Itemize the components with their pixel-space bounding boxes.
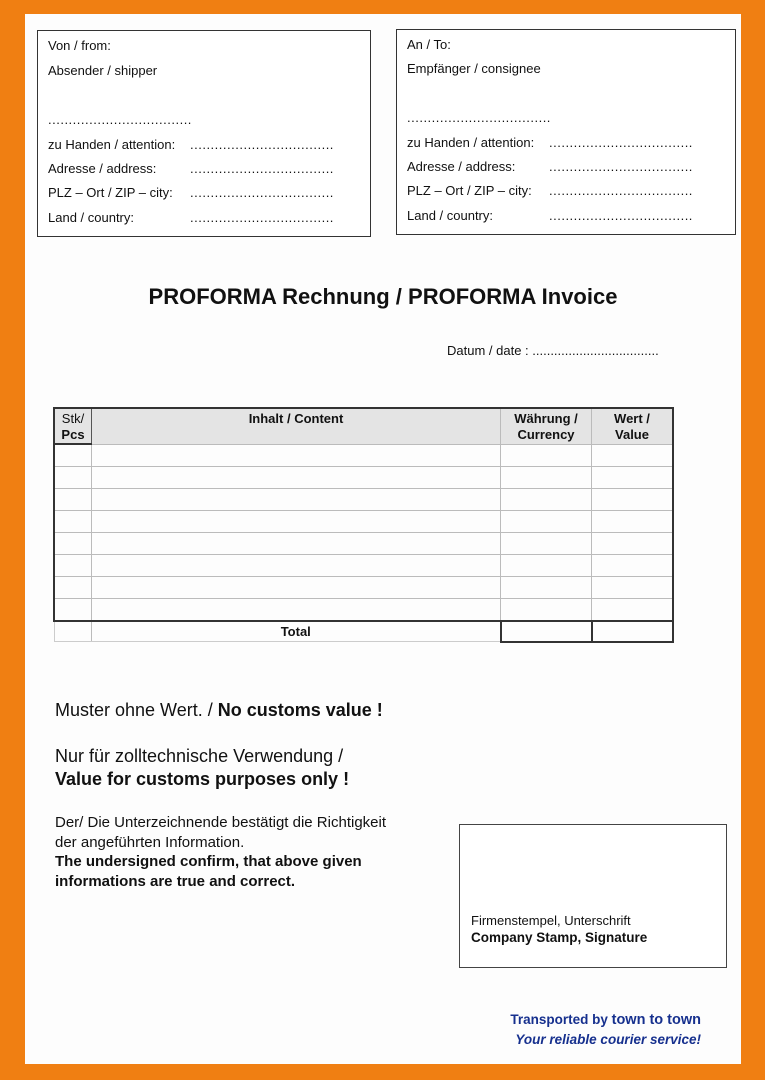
recipient-country-field[interactable]: ................................... <box>549 208 693 223</box>
confirm-de-line2: der angeführten Information. <box>55 834 245 851</box>
cell-currency[interactable] <box>501 444 592 467</box>
table-row <box>54 444 673 467</box>
recipient-attention-field[interactable]: ................................... <box>549 135 693 150</box>
table-row <box>54 533 673 555</box>
total-empty-cell <box>54 621 92 642</box>
table-row <box>54 489 673 511</box>
table-row <box>54 577 673 599</box>
cell-qty[interactable] <box>54 467 92 489</box>
sample-note <box>55 700 383 721</box>
sender-header: Von / from: <box>48 38 111 53</box>
col-header-currency-line1: Währung / <box>514 411 578 426</box>
recipient-attention-label: zu Handen / attention: <box>407 135 535 150</box>
recipient-city-label: PLZ – Ort / ZIP – city: <box>407 183 532 198</box>
table-row <box>54 511 673 533</box>
cell-qty[interactable] <box>54 577 92 599</box>
cell-qty[interactable] <box>54 489 92 511</box>
cell-currency[interactable] <box>501 489 592 511</box>
recipient-address-field[interactable]: ................................... <box>549 159 693 174</box>
col-header-value-line2: Value <box>615 427 649 442</box>
stamp-label-de: Firmenstempel, Unterschrift <box>471 913 631 928</box>
cell-qty[interactable] <box>54 511 92 533</box>
cell-qty[interactable] <box>54 533 92 555</box>
total-row <box>54 621 673 642</box>
table-row <box>54 599 673 622</box>
footer-brand: town to town <box>611 1012 701 1028</box>
sender-address-field[interactable]: ................................... <box>190 161 334 176</box>
col-header-currency <box>501 408 592 444</box>
sender-country-label: Land / country: <box>48 210 134 225</box>
total-currency-cell[interactable] <box>501 621 592 642</box>
items-table <box>53 407 674 643</box>
cell-currency[interactable] <box>501 533 592 555</box>
company-stamp-box[interactable] <box>459 824 727 968</box>
courier-footer <box>510 1010 701 1050</box>
date-field[interactable]: Datum / date : ................................... <box>447 343 659 358</box>
table-row <box>54 467 673 489</box>
cell-content[interactable] <box>92 511 501 533</box>
col-header-currency-line2: Currency <box>517 427 575 442</box>
recipient-address-box <box>396 29 736 235</box>
cell-qty[interactable] <box>54 444 92 467</box>
total-value-cell[interactable] <box>592 621 674 642</box>
customs-note-bold: Value for customs purposes only ! <box>55 769 350 789</box>
footer-slogan: Your reliable courier service! <box>515 1032 701 1047</box>
cell-currency[interactable] <box>501 555 592 577</box>
cell-value[interactable] <box>592 511 674 533</box>
recipient-header: An / To: <box>407 37 451 52</box>
col-header-qty-line2: Pcs <box>61 427 85 442</box>
cell-qty[interactable] <box>54 599 92 622</box>
cell-value[interactable] <box>592 555 674 577</box>
cell-content[interactable] <box>92 533 501 555</box>
col-header-content-label: Inhalt / Content <box>248 411 344 426</box>
cell-currency[interactable] <box>501 511 592 533</box>
cell-currency[interactable] <box>501 577 592 599</box>
cell-value[interactable] <box>592 489 674 511</box>
table-row <box>54 555 673 577</box>
document-title: PROFORMA Rechnung / PROFORMA Invoice <box>148 284 618 309</box>
footer-line1 <box>510 1010 701 1030</box>
footer-transported-by: Transported by <box>510 1012 612 1027</box>
sender-blank-line[interactable]: ................................... <box>48 112 192 127</box>
cell-content[interactable] <box>92 577 501 599</box>
cell-qty[interactable] <box>54 555 92 577</box>
cell-content[interactable] <box>92 444 501 467</box>
sender-address-box <box>37 30 371 237</box>
sender-city-field[interactable]: ................................... <box>190 185 334 200</box>
sender-subheader: Absender / shipper <box>48 63 158 78</box>
col-header-qty <box>54 408 92 444</box>
recipient-subheader: Empfänger / consignee <box>407 61 541 76</box>
cell-content[interactable] <box>92 599 501 622</box>
total-label: Total <box>92 621 501 642</box>
cell-value[interactable] <box>592 444 674 467</box>
cell-content[interactable] <box>92 555 501 577</box>
col-header-content <box>92 408 501 444</box>
confirm-en-line2: informations are true and correct. <box>55 873 296 890</box>
sender-attention-field[interactable]: ................................... <box>190 137 334 152</box>
customs-note-plain: Nur für zolltechnische Verwendung / <box>55 746 344 766</box>
recipient-city-field[interactable]: ................................... <box>549 183 693 198</box>
sample-note-bold: No customs value ! <box>217 700 383 720</box>
col-header-value <box>592 408 674 444</box>
recipient-address-label: Adresse / address: <box>407 159 516 174</box>
cell-currency[interactable] <box>501 467 592 489</box>
cell-value[interactable] <box>592 533 674 555</box>
recipient-blank-line[interactable]: ................................... <box>407 110 551 125</box>
confirm-en-line1: The undersigned confirm, that above given <box>55 853 362 870</box>
sender-country-field[interactable]: ................................... <box>190 210 334 225</box>
sender-attention-label: zu Handen / attention: <box>48 137 176 152</box>
cell-value[interactable] <box>592 467 674 489</box>
recipient-country-label: Land / country: <box>407 208 493 223</box>
sample-note-plain: Muster ohne Wert. / <box>55 700 218 720</box>
col-header-qty-line1: Stk/ <box>61 411 85 426</box>
sender-city-label: PLZ – Ort / ZIP – city: <box>48 185 173 200</box>
cell-value[interactable] <box>592 577 674 599</box>
stamp-label-en: Company Stamp, Signature <box>471 930 648 945</box>
col-header-value-line1: Wert / <box>614 411 650 426</box>
cell-value[interactable] <box>592 599 674 622</box>
cell-content[interactable] <box>92 489 501 511</box>
confirm-de-line1: Der/ Die Unterzeichnende bestätigt die Richtigkeit <box>55 814 387 831</box>
cell-currency[interactable] <box>501 599 592 622</box>
invoice-sheet <box>25 14 741 1064</box>
cell-content[interactable] <box>92 467 501 489</box>
sender-address-label: Adresse / address: <box>48 161 157 176</box>
